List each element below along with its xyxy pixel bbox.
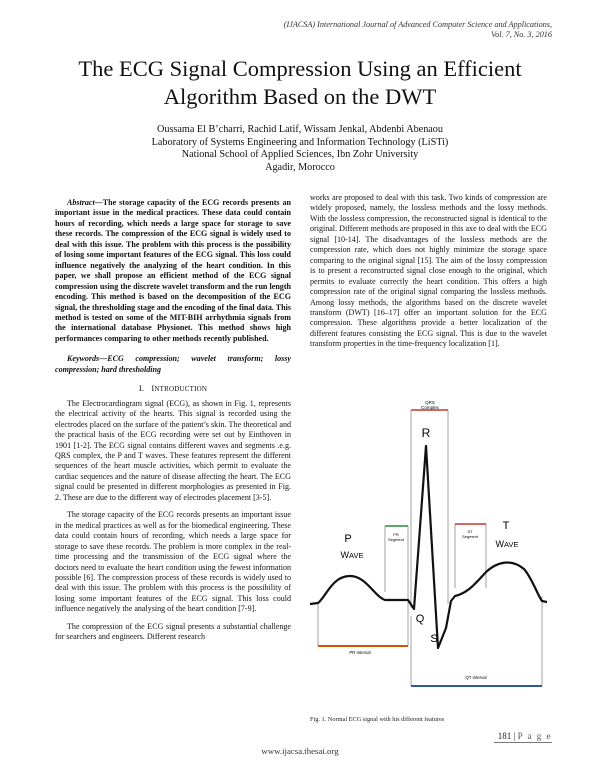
abstract-text: —The storage capacity of the ECG records presents an important issue in the medical practices. These data could contain hours of recording, which needs a large space for storage to save these records. The compression of the ECG signal is widely used to deal with this issue. The problem with this process is the possibility of losing some important features of the ECG signal. This loss could influence negatively the analyzing of the heart condition. In this paper, we shall propose an efficient method of the ECG signal compression using the discrete wavelet transform and the run length encoding. This method is based on the decomposition of the ECG signal, the thresholding stage and the encoding of the final data. This method is tested on some of the MIT-BIH arrhythmia signals from the international database Physionet. This method shows high performances comparing to other methods recently published. (55, 198, 291, 343)
pr-segment-label-line-2: Segment (387, 537, 405, 542)
keywords (55, 354, 291, 375)
section-heading-introduction (55, 383, 291, 394)
ecg-figure (310, 396, 547, 714)
pr-segment-label-line-1: PR (393, 532, 399, 537)
p-wave-label (341, 550, 364, 560)
affiliation-city: Agadir, Morocco (265, 161, 335, 173)
s-point-label: S (430, 633, 438, 645)
title-line-2: Algorithm Based on the DWT (163, 84, 437, 109)
keywords-label: Keywords (67, 354, 100, 364)
t-wave-letter: T (502, 520, 510, 532)
q-point-label: Q (415, 613, 425, 625)
pr-interval-label: PR Interval (349, 650, 371, 655)
section-title-initial: I (151, 383, 155, 394)
keywords-text: —ECG compression; wavelet transform; lossy compression; hard thresholding (55, 354, 291, 374)
author-names: Oussama El B’charri, Rachid Latif, Wissam Jenkal, Abdenbi Abenaou (157, 124, 443, 135)
author-block (40, 124, 560, 174)
t-wave-label (496, 539, 519, 549)
intro-paragraph-3: The compression of the ECG signal presents a substantial challenge for searchers and engineers. Different research (55, 621, 291, 642)
qrs-label-line-1: QRS (425, 400, 435, 405)
intro-paragraph-2: The storage capacity of the ECG records presents an important issue in the medical practices as well as for the biomedical engineering. These data could contain hours of recording, which needs a large space for storage to save these records. The problem is more complex in the real-time processing and the transmission of the ECG signal where the doctors need to evaluate the heart condition using the fewest information possible [6]. The compression process of these records is widely used to deal with this issue. The problem with this process is the possibility of losing some important features of the ECG signal. This loss could influence negatively the analysing of the heart condition [7-9]. (55, 510, 291, 614)
affiliation-school: National School of Applied Sciences, Ibn Zohr University (181, 149, 419, 160)
left-column (55, 198, 291, 643)
journal-name: (IJACSA) International Journal of Advanced Computer Science and Applications, (283, 20, 552, 29)
journal-url: www.ijacsa.thesai.org (261, 746, 339, 756)
p-wave-letter: P (344, 533, 352, 545)
paper-title (40, 55, 560, 111)
st-segment-label-line-2: Segment (461, 534, 479, 539)
intro-paragraph-1: The Electrocardiogram signal (ECG), as shown in Fig. 1, represents the electrical activity of the hearts. This signal is recorded using the electrodes placed on the surface of the patient’s skin. The theoretical and the practical basis of the ECG recording were set out by Einthoven in 1901 [1-2]. The ECG signal contains different waves and segments .e.g. QRS complex, the P and T waves. These features represent the different sequences of the heart muscle activities, which permit to evaluate the cardiac sequences and the nature of disease affecting the heart. The ECG signal could be presented in different morphologies as presented in Fig. 2. These are due to the different way of electrodes placement [3-5]. (55, 398, 291, 502)
r-peak-label: R (421, 426, 431, 440)
figure-caption: Fig. 1. Normal ECG signal with his different features (310, 716, 445, 723)
t-wave-label-initial: W (495, 539, 505, 549)
section-number: I. (138, 383, 145, 394)
ecg-diagram (310, 396, 547, 714)
intro-paragraph-4: works are proposed to deal with this task. Two kinds of compression are widely proposed, namely, the lossless methods and the lossy methods. With the lossless compression, the reconstructed signal is identical to the original. Different methods are proposed in this axe to deal with the ECG signal [10-14]. The disadvantages of the lossless methods are the compression rate, which does not highly minimize the storage space comparing to the original signal [15]. The aim of the lossy compression is to present a reconstructed signal close enough to the original, which permits to evaluate correctly the heart condition. This offers a high compression rate of the original signal comparing the lossless methods. Among lossy methods, the algorithms based on the discrete wavelet transform (DWT) [16–17] offer an important solution for the ECG compression. These algorithms provide a better localization of the different features consisting the ECG signal. This is due to the wavelet transform properties in the time-frequency localization [1]. (310, 193, 547, 349)
qt-interval-label: QT Interval (465, 675, 487, 680)
journal-volume: Vol. 7, No. 3, 2016 (491, 30, 552, 39)
abstract-label: Abstract (67, 198, 95, 207)
page-number-value: 181 (497, 731, 512, 741)
qrs-label-line-2: Complex (421, 405, 439, 410)
t-wave-label-rest: AVE (504, 540, 519, 549)
section-title-rest: NTRODUCTION (154, 385, 208, 394)
right-column (310, 193, 547, 350)
journal-header (284, 20, 552, 40)
abstract (55, 198, 291, 344)
p-wave-label-initial: W (340, 550, 350, 560)
title-line-1: The ECG Signal Compression Using an Efficient (78, 56, 522, 81)
p-wave-label-rest: AVE (349, 551, 364, 560)
page-word: P a g e (517, 731, 552, 741)
st-segment-label-line-1: ST (467, 529, 473, 534)
affiliation-lab: Laboratory of Systems Engineering and Information Technology (LiSTi) (151, 136, 449, 148)
page-number (494, 731, 552, 743)
page-number-separator: | (511, 731, 518, 741)
